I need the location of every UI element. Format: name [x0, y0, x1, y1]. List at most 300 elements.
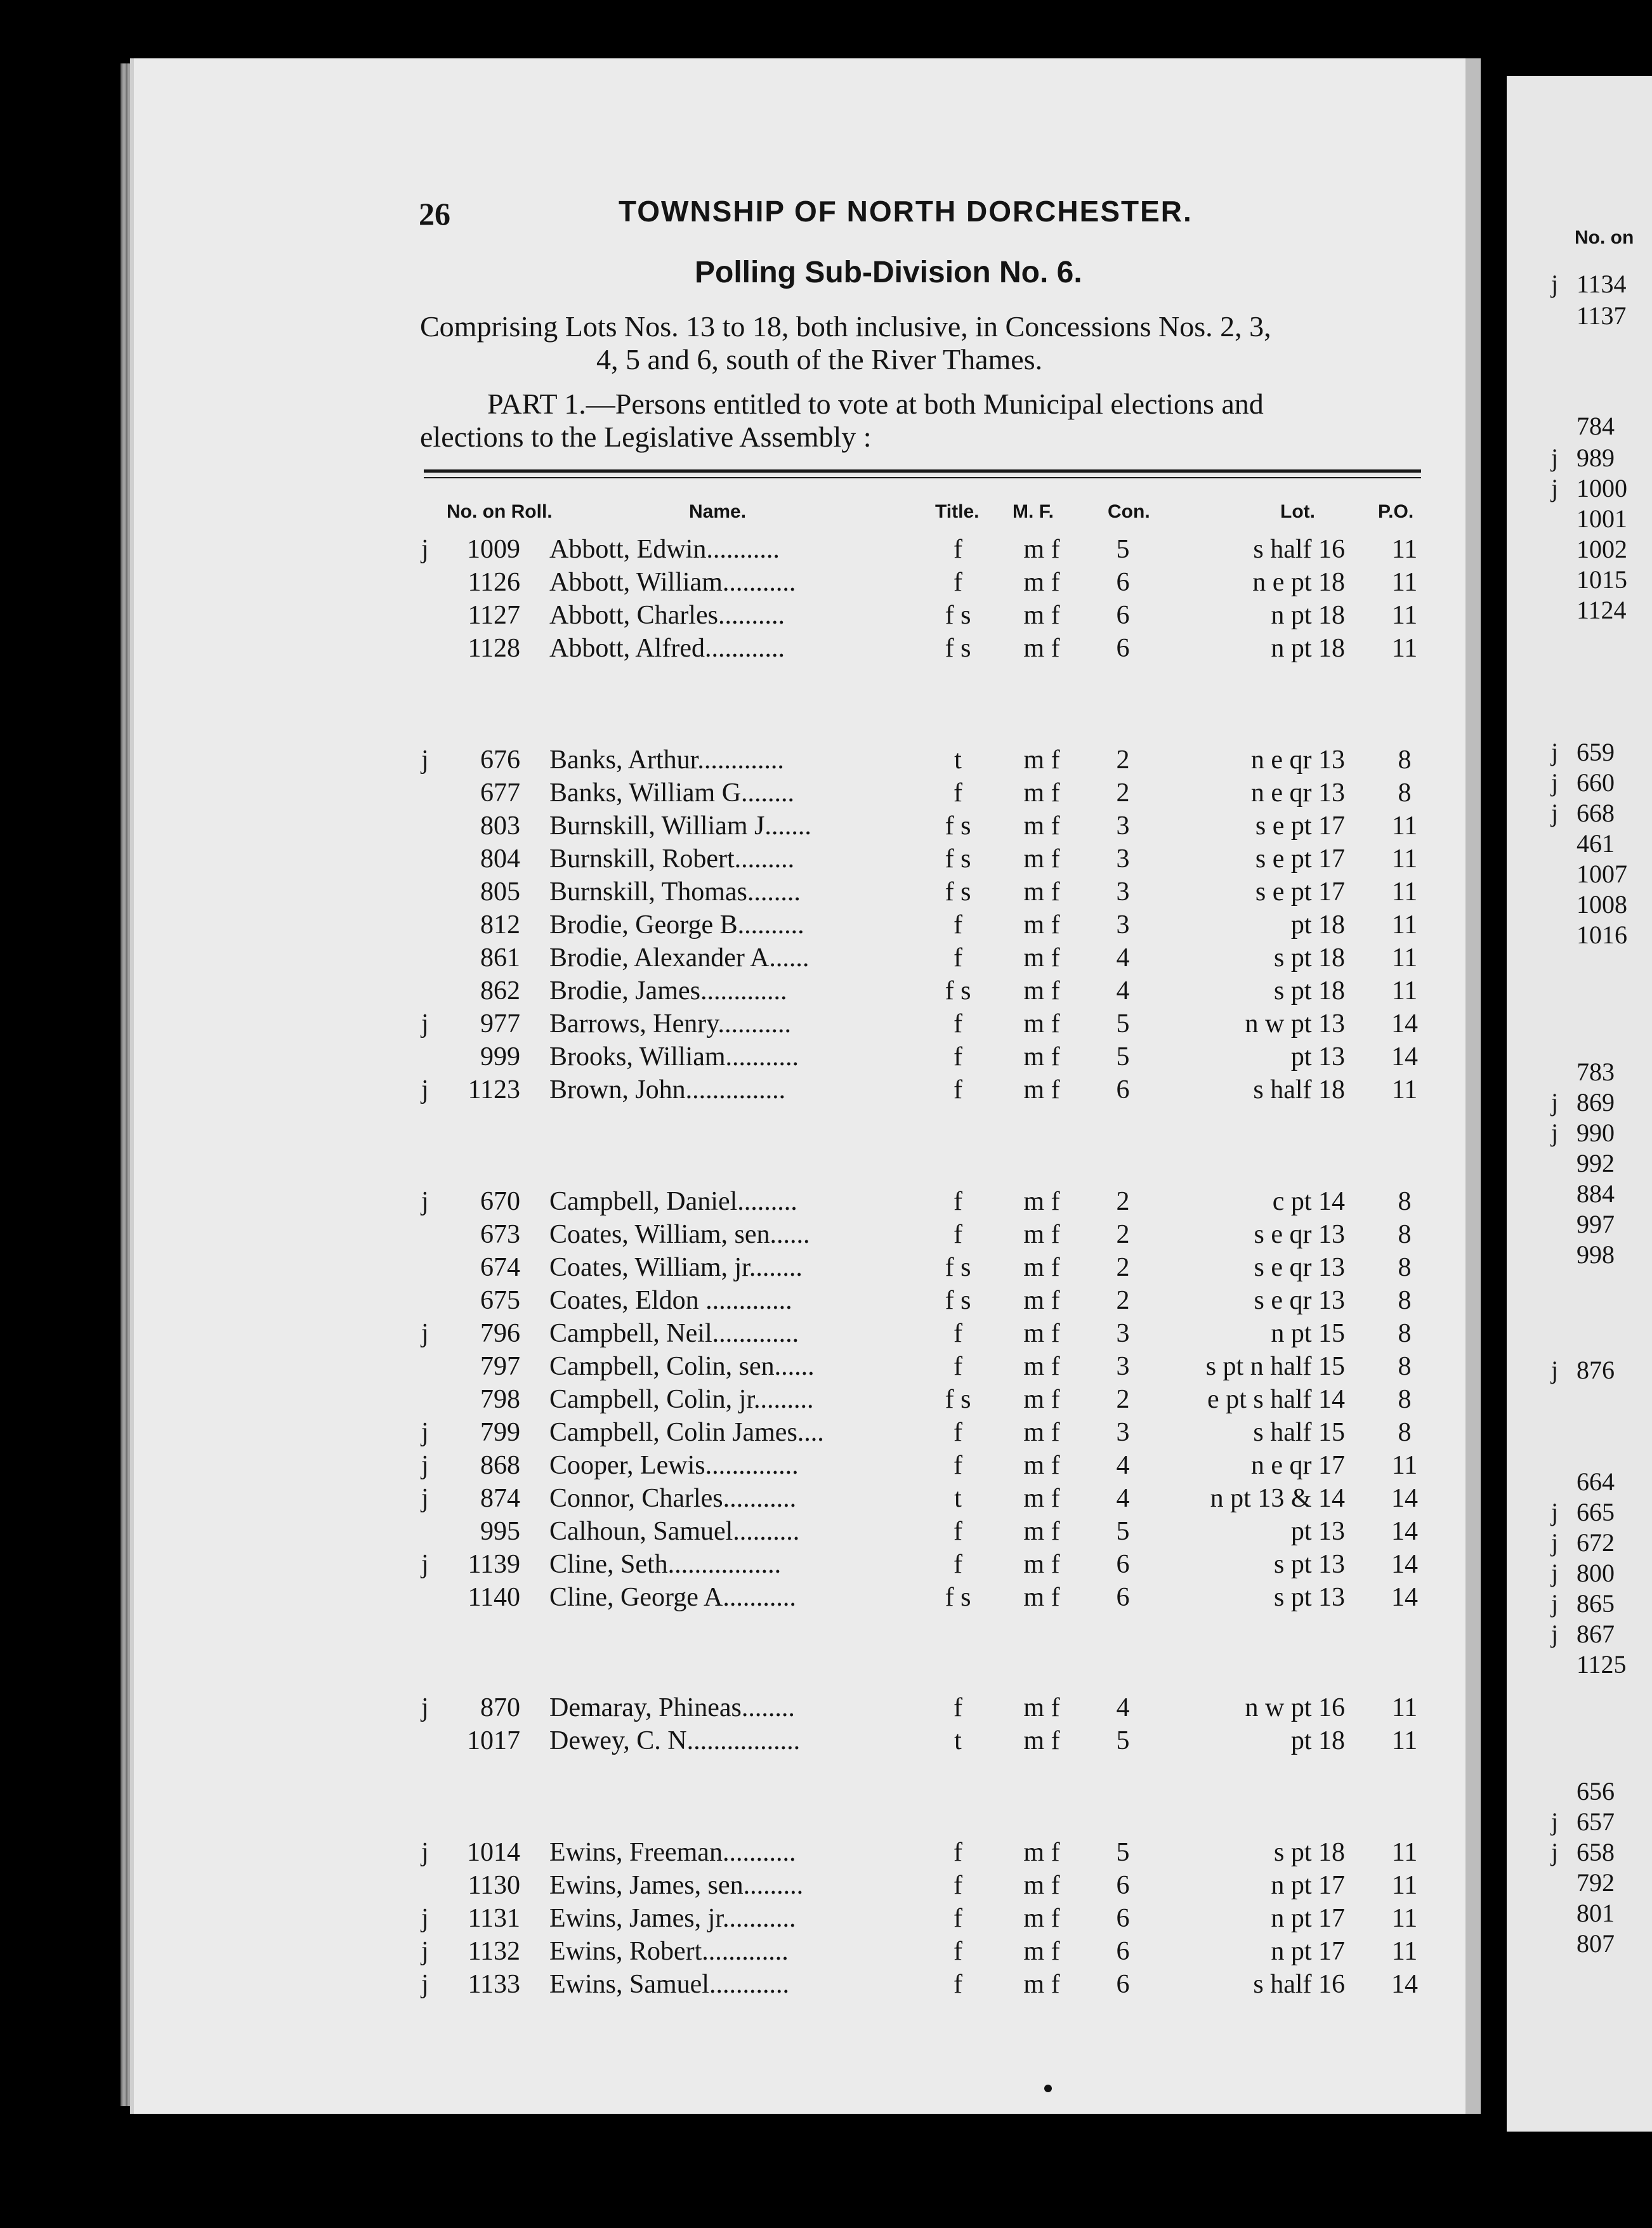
table-row [0, 1936, 1652, 1969]
cell-con: 4 [1116, 1693, 1130, 1722]
table-row [0, 778, 1652, 811]
header-rule-thick [424, 469, 1421, 473]
adjacent-cell-no: 867 [1577, 1620, 1615, 1648]
cell-po: 8 [1398, 1286, 1412, 1315]
cell-title: f [954, 568, 962, 597]
cell-j: j [421, 1970, 429, 1999]
cell-mf: m f [1023, 877, 1060, 907]
table-row [0, 600, 1652, 633]
cell-mf: m f [1023, 778, 1060, 808]
adjacent-cell-no: 884 [1577, 1179, 1615, 1208]
cell-no: 797 [480, 1352, 520, 1381]
adjacent-cell-no: 657 [1577, 1807, 1615, 1836]
cell-no: 796 [480, 1319, 520, 1348]
cell-lot: s e qr 13 [1254, 1286, 1345, 1315]
cell-lot: s pt 13 [1273, 1550, 1345, 1579]
cell-j: j [421, 1550, 429, 1579]
cell-title: f [954, 1838, 962, 1867]
column-header-po: P.O. [1378, 501, 1414, 522]
adjacent-cell-j: j [1551, 1620, 1559, 1648]
adjacent-cell-no: 783 [1577, 1058, 1615, 1086]
adjacent-list-item [1507, 1776, 1652, 1807]
adjacent-list-item [1507, 595, 1652, 626]
table-row [0, 633, 1652, 666]
cell-lot: pt 18 [1290, 1726, 1345, 1755]
cell-con: 3 [1116, 877, 1130, 907]
cell-title: f s [945, 976, 971, 1006]
adjacent-cell-j: j [1551, 270, 1559, 298]
cell-title: f [954, 1319, 962, 1348]
adjacent-list-item [1507, 1807, 1652, 1837]
cell-con: 5 [1116, 535, 1130, 564]
cell-con: 6 [1116, 1904, 1130, 1933]
cell-no: 1139 [468, 1550, 520, 1579]
cell-mf: m f [1023, 745, 1060, 775]
cell-mf: m f [1023, 1075, 1060, 1104]
cell-mf: m f [1023, 1042, 1060, 1071]
adjacent-cell-no: 990 [1577, 1118, 1615, 1147]
cell-name: Ewins, James, jr........... [549, 1904, 796, 1933]
adjacent-cell-no: 876 [1577, 1356, 1615, 1384]
cell-title: f [954, 778, 962, 808]
adjacent-cell-no: 807 [1577, 1929, 1615, 1958]
cell-con: 2 [1116, 1286, 1130, 1315]
adjacent-cell-j: j [1551, 1838, 1559, 1866]
cell-no: 1128 [468, 634, 520, 663]
adjacent-cell-no: 992 [1577, 1149, 1615, 1177]
adjacent-cell-no: 1124 [1577, 596, 1627, 624]
column-header-lot: Lot. [1280, 501, 1315, 522]
cell-title: f [954, 1517, 962, 1546]
cell-po: 8 [1398, 745, 1412, 775]
cell-title: f s [945, 601, 971, 630]
cell-mf: m f [1023, 1352, 1060, 1381]
adjacent-cell-j: j [1551, 1088, 1559, 1117]
cell-mf: m f [1023, 1418, 1060, 1447]
cell-mf: m f [1023, 1726, 1060, 1755]
cell-lot: s pt 13 [1273, 1583, 1345, 1612]
cell-con: 3 [1116, 1319, 1130, 1348]
cell-lot: n e pt 18 [1252, 568, 1345, 597]
cell-mf: m f [1023, 1970, 1060, 1999]
cell-no: 674 [480, 1253, 520, 1282]
cell-no: 804 [480, 844, 520, 874]
cell-po: 11 [1391, 634, 1418, 663]
cell-no: 803 [480, 811, 520, 841]
table-row [0, 1870, 1652, 1903]
cell-j: j [421, 745, 429, 775]
cell-name: Calhoun, Samuel.......... [549, 1517, 800, 1546]
adjacent-cell-no: 1015 [1577, 565, 1627, 594]
adjacent-cell-j: j [1551, 1807, 1559, 1836]
cell-name: Burnskill, Thomas........ [549, 877, 801, 907]
table-row [0, 1483, 1652, 1516]
table-row [0, 1969, 1652, 2002]
cell-lot: s e pt 17 [1255, 877, 1345, 907]
cell-po: 14 [1391, 1517, 1418, 1546]
cell-no: 862 [480, 976, 520, 1006]
cell-con: 2 [1116, 778, 1130, 808]
cell-title: f [954, 1075, 962, 1104]
cell-name: Ewins, James, sen......... [549, 1871, 804, 1900]
cell-po: 11 [1391, 943, 1418, 973]
cell-con: 5 [1116, 1517, 1130, 1546]
part-description-line1: PART 1.—Persons entitled to vote at both Municipal elections and [487, 388, 1264, 420]
cell-lot: s e pt 17 [1255, 844, 1345, 874]
cell-name: Brown, John............... [549, 1075, 786, 1104]
cell-mf: m f [1023, 1937, 1060, 1966]
table-row [0, 1351, 1652, 1384]
cell-name: Campbell, Neil............. [549, 1319, 799, 1348]
cell-con: 3 [1116, 844, 1130, 874]
cell-no: 995 [480, 1517, 520, 1546]
cell-po: 11 [1391, 568, 1418, 597]
cell-lot: s pt n half 15 [1205, 1352, 1345, 1381]
cell-lot: n pt 17 [1271, 1937, 1345, 1966]
table-row [0, 1516, 1652, 1549]
column-header-con: Con. [1108, 501, 1150, 522]
table-row [0, 1903, 1652, 1936]
cell-lot: s pt 18 [1273, 976, 1345, 1006]
cell-con: 6 [1116, 634, 1130, 663]
header-rule-thin [424, 477, 1421, 478]
cell-title: f s [945, 634, 971, 663]
cell-con: 6 [1116, 1583, 1130, 1612]
cell-no: 1132 [468, 1937, 520, 1966]
cell-con: 5 [1116, 1009, 1130, 1039]
subdivision-title: Polling Sub-Division No. 6. [695, 256, 1082, 289]
cell-po: 11 [1391, 976, 1418, 1006]
cell-no: 1133 [468, 1970, 520, 1999]
cell-po: 11 [1391, 1904, 1418, 1933]
adjacent-cell-j: j [1551, 1498, 1559, 1526]
cell-name: Brooks, William........... [549, 1042, 799, 1071]
adjacent-cell-j: j [1551, 1589, 1559, 1618]
adjacent-cell-j: j [1551, 799, 1559, 827]
cell-no: 673 [480, 1220, 520, 1249]
table-row [0, 1009, 1652, 1042]
cell-mf: m f [1023, 1838, 1060, 1867]
cell-po: 11 [1391, 844, 1418, 874]
cell-lot: pt 13 [1290, 1042, 1345, 1071]
table-row [0, 1075, 1652, 1108]
lots-description-line1: Comprising Lots Nos. 13 to 18, both inclusive, in Concessions Nos. 2, 3, [420, 310, 1271, 343]
page-mark-dot [1044, 2085, 1052, 2092]
cell-con: 4 [1116, 1484, 1130, 1513]
cell-j: j [421, 1693, 429, 1722]
cell-con: 6 [1116, 601, 1130, 630]
adjacent-list-item [1507, 1057, 1652, 1087]
cell-name: Abbott, Alfred............ [549, 634, 785, 663]
adjacent-list-item [1507, 1355, 1652, 1386]
cell-no: 1127 [468, 601, 520, 630]
cell-con: 6 [1116, 1970, 1130, 1999]
adjacent-list-item [1507, 1179, 1652, 1209]
adjacent-cell-j: j [1551, 738, 1559, 766]
cell-con: 3 [1116, 811, 1130, 841]
cell-name: Coates, William, sen...... [549, 1220, 810, 1249]
cell-no: 670 [480, 1187, 520, 1216]
cell-mf: m f [1023, 910, 1060, 940]
cell-lot: s half 16 [1253, 1970, 1345, 1999]
table-row [0, 1285, 1652, 1318]
cell-lot: pt 18 [1290, 910, 1345, 940]
cell-lot: s e qr 13 [1254, 1253, 1345, 1282]
adjacent-list-item [1507, 1209, 1652, 1240]
table-row [0, 811, 1652, 844]
cell-con: 3 [1116, 1352, 1130, 1381]
adjacent-list-item [1507, 1240, 1652, 1270]
cell-lot: s half 18 [1253, 1075, 1345, 1104]
cell-name: Burnskill, William J....... [549, 811, 811, 841]
adjacent-cell-no: 989 [1577, 443, 1615, 472]
table-row [0, 877, 1652, 910]
table-row [0, 1252, 1652, 1285]
table-row [0, 1417, 1652, 1450]
adjacent-cell-no: 1134 [1577, 270, 1627, 298]
cell-no: 812 [480, 910, 520, 940]
table-row [0, 745, 1652, 778]
table-row [0, 910, 1652, 943]
cell-con: 5 [1116, 1838, 1130, 1867]
cell-lot: n pt 15 [1271, 1319, 1345, 1348]
cell-title: f s [945, 1253, 971, 1282]
table-row [0, 567, 1652, 600]
cell-po: 11 [1391, 1693, 1418, 1722]
cell-lot: n w pt 16 [1245, 1693, 1345, 1722]
cell-j: j [421, 1009, 429, 1039]
cell-no: 861 [480, 943, 520, 973]
cell-po: 8 [1398, 1319, 1412, 1348]
cell-po: 11 [1391, 1937, 1418, 1966]
table-row [0, 1042, 1652, 1075]
cell-no: 874 [480, 1484, 520, 1513]
cell-name: Coates, William, jr........ [549, 1253, 803, 1282]
cell-name: Ewins, Robert............. [549, 1937, 789, 1966]
adjacent-list-item [1507, 411, 1652, 442]
cell-mf: m f [1023, 976, 1060, 1006]
cell-mf: m f [1023, 1253, 1060, 1282]
cell-name: Abbott, Edwin........... [549, 535, 780, 564]
cell-name: Brodie, George B.......... [549, 910, 804, 940]
adjacent-list-item [1507, 1118, 1652, 1148]
cell-mf: m f [1023, 1583, 1060, 1612]
table-row [0, 1219, 1652, 1252]
adjacent-list-item [1507, 1868, 1652, 1898]
cell-po: 14 [1391, 1970, 1418, 1999]
cell-po: 14 [1391, 1009, 1418, 1039]
table-row [0, 1582, 1652, 1615]
adjacent-cell-no: 998 [1577, 1240, 1615, 1269]
cell-mf: m f [1023, 535, 1060, 564]
cell-po: 8 [1398, 1220, 1412, 1249]
cell-po: 11 [1391, 1871, 1418, 1900]
table-row [0, 1549, 1652, 1582]
adjacent-cell-no: 1008 [1577, 890, 1627, 919]
cell-lot: n pt 17 [1271, 1871, 1345, 1900]
cell-con: 6 [1116, 1871, 1130, 1900]
cell-mf: m f [1023, 1220, 1060, 1249]
cell-lot: pt 13 [1290, 1517, 1345, 1546]
cell-name: Barrows, Henry........... [549, 1009, 792, 1039]
cell-j: j [421, 1187, 429, 1216]
cell-title: f [954, 535, 962, 564]
column-header-title: Title. [935, 501, 980, 522]
cell-lot: c pt 14 [1272, 1187, 1345, 1216]
cell-mf: m f [1023, 943, 1060, 973]
cell-mf: m f [1023, 844, 1060, 874]
adjacent-cell-j: j [1551, 1356, 1559, 1384]
cell-con: 3 [1116, 910, 1130, 940]
cell-j: j [421, 535, 429, 564]
cell-lot: n pt 13 & 14 [1210, 1484, 1345, 1513]
lots-description-line2: 4, 5 and 6, south of the River Thames. [596, 343, 1043, 376]
cell-no: 1014 [467, 1838, 520, 1867]
adjacent-cell-j: j [1551, 1528, 1559, 1557]
cell-no: 868 [480, 1451, 520, 1480]
cell-no: 870 [480, 1693, 520, 1722]
column-header-name: Name. [689, 501, 747, 522]
cell-title: f s [945, 1583, 971, 1612]
adjacent-cell-no: 801 [1577, 1899, 1615, 1927]
adjacent-cell-no: 800 [1577, 1559, 1615, 1587]
cell-mf: m f [1023, 1286, 1060, 1315]
cell-lot: e pt s half 14 [1207, 1385, 1345, 1414]
cell-po: 8 [1398, 1187, 1412, 1216]
cell-mf: m f [1023, 1904, 1060, 1933]
cell-mf: m f [1023, 1385, 1060, 1414]
cell-name: Ewins, Samuel............ [549, 1970, 789, 1999]
adjacent-cell-no: 672 [1577, 1528, 1615, 1557]
cell-no: 999 [480, 1042, 520, 1071]
cell-po: 11 [1391, 1726, 1418, 1755]
cell-title: f [954, 1693, 962, 1722]
cell-title: f s [945, 844, 971, 874]
cell-con: 3 [1116, 1418, 1130, 1447]
cell-con: 6 [1116, 568, 1130, 597]
cell-j: j [421, 1075, 429, 1104]
cell-po: 14 [1391, 1583, 1418, 1612]
cell-title: t [954, 1726, 962, 1755]
table-row [0, 1384, 1652, 1417]
table-row [0, 1450, 1652, 1483]
cell-lot: n pt 18 [1271, 634, 1345, 663]
cell-title: f [954, 1550, 962, 1579]
cell-name: Burnskill, Robert......... [549, 844, 795, 874]
adjacent-cell-no: 792 [1577, 1868, 1615, 1897]
part-description-line2: elections to the Legislative Assembly : [420, 421, 872, 453]
cell-j: j [421, 1904, 429, 1933]
adjacent-cell-no: 869 [1577, 1088, 1615, 1117]
adjacent-list-item [1507, 829, 1652, 859]
cell-title: f s [945, 811, 971, 841]
cell-no: 1126 [468, 568, 520, 597]
cell-no: 1123 [468, 1075, 520, 1104]
adjacent-list-item [1507, 504, 1652, 534]
cell-mf: m f [1023, 634, 1060, 663]
cell-mf: m f [1023, 811, 1060, 841]
cell-j: j [421, 1451, 429, 1480]
cell-title: f [954, 1042, 962, 1071]
cell-no: 677 [480, 778, 520, 808]
cell-po: 11 [1391, 811, 1418, 841]
cell-po: 11 [1391, 910, 1418, 940]
cell-po: 11 [1391, 1838, 1418, 1867]
adjacent-cell-j: j [1551, 474, 1559, 502]
adjacent-list-item [1507, 1898, 1652, 1929]
cell-title: f [954, 1937, 962, 1966]
cell-po: 8 [1398, 778, 1412, 808]
table-row [0, 1837, 1652, 1870]
cell-title: f [954, 943, 962, 973]
adjacent-list-item [1507, 1087, 1652, 1118]
table-row [0, 534, 1652, 567]
cell-name: Abbott, William........... [549, 568, 796, 597]
adjacent-cell-no: 660 [1577, 768, 1615, 797]
cell-j: j [421, 1319, 429, 1348]
adjacent-cell-j: j [1551, 443, 1559, 472]
adjacent-cell-no: 1016 [1577, 921, 1627, 949]
cell-name: Abbott, Charles.......... [549, 601, 785, 630]
cell-mf: m f [1023, 1009, 1060, 1039]
column-header-mf: M. F. [1013, 501, 1054, 522]
adjacent-list-item [1507, 798, 1652, 829]
cell-po: 11 [1391, 601, 1418, 630]
cell-lot: s e qr 13 [1254, 1220, 1345, 1249]
cell-lot: n e qr 13 [1250, 778, 1345, 808]
cell-no: 1017 [467, 1726, 520, 1755]
cell-no: 676 [480, 745, 520, 775]
cell-po: 11 [1391, 877, 1418, 907]
cell-title: t [954, 1484, 962, 1513]
cell-con: 4 [1116, 976, 1130, 1006]
cell-mf: m f [1023, 1693, 1060, 1722]
cell-mf: m f [1023, 568, 1060, 597]
cell-name: Campbell, Daniel......... [549, 1187, 797, 1216]
table-row [0, 1186, 1652, 1219]
cell-con: 4 [1116, 1451, 1130, 1480]
cell-mf: m f [1023, 1517, 1060, 1546]
table-row [0, 976, 1652, 1009]
cell-po: 8 [1398, 1352, 1412, 1381]
table-row [0, 943, 1652, 976]
cell-j: j [421, 1838, 429, 1867]
cell-name: Coates, Eldon ............. [549, 1286, 792, 1315]
adjacent-list-item [1507, 1619, 1652, 1649]
cell-po: 8 [1398, 1418, 1412, 1447]
adjacent-cell-no: 1125 [1577, 1650, 1627, 1679]
cell-con: 2 [1116, 1253, 1130, 1282]
adjacent-list-item [1507, 1929, 1652, 1959]
adjacent-cell-no: 1007 [1577, 860, 1627, 888]
township-title: TOWNSHIP OF NORTH DORCHESTER. [619, 195, 1193, 228]
cell-mf: m f [1023, 601, 1060, 630]
adjacent-list-item [1507, 1467, 1652, 1497]
cell-name: Demaray, Phineas........ [549, 1693, 795, 1722]
cell-con: 2 [1116, 745, 1130, 775]
cell-mf: m f [1023, 1484, 1060, 1513]
adjacent-cell-j: j [1551, 768, 1559, 797]
adjacent-cell-no: 784 [1577, 412, 1615, 440]
cell-name: Banks, William G........ [549, 778, 795, 808]
cell-title: f [954, 1009, 962, 1039]
cell-po: 11 [1391, 1451, 1418, 1480]
cell-con: 6 [1116, 1075, 1130, 1104]
adjacent-list-item [1507, 565, 1652, 595]
cell-no: 977 [480, 1009, 520, 1039]
adjacent-list-item [1507, 1589, 1652, 1619]
cell-title: f [954, 1904, 962, 1933]
